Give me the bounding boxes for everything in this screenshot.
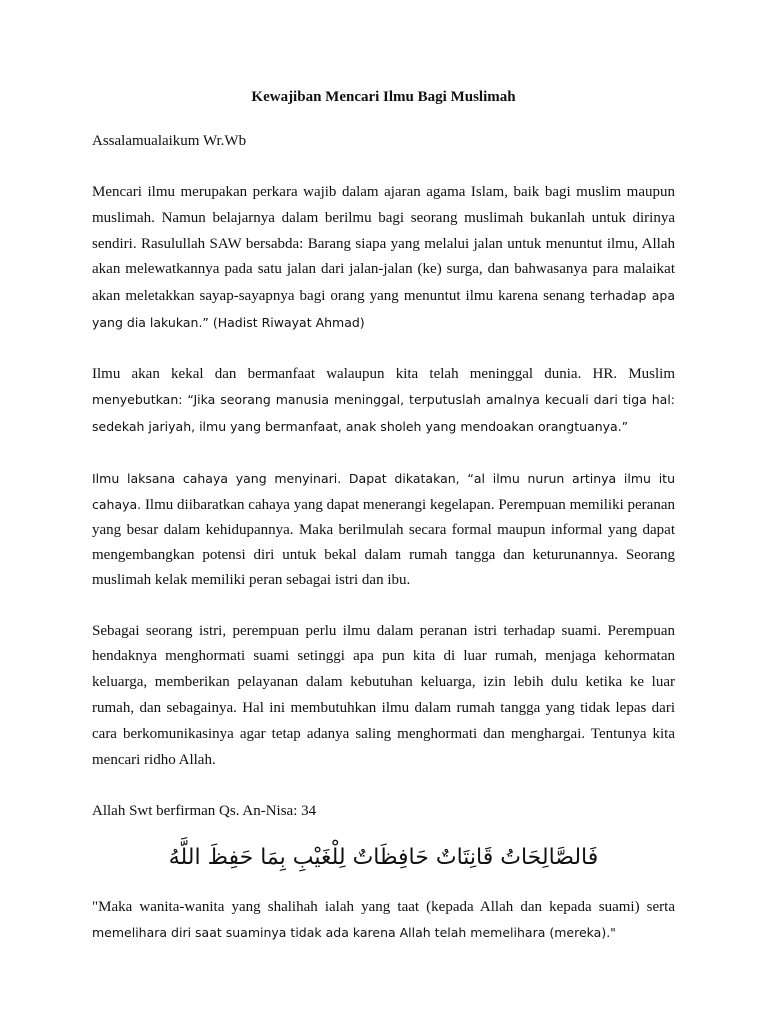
verse-translation-text: "Maka wanita-wanita yang shalihah ialah yang taat (kepada Allah dan kepada suami) serta bbox=[92, 899, 675, 916]
paragraph-1-citation: terhadap apa yang dia lakukan.” (Hadist Riwayat Ahmad) bbox=[92, 288, 676, 330]
paragraph-3 bbox=[92, 466, 675, 594]
arabic-verse: فَالصَّالِحَاتُ قَانِتَاتٌ حَافِظَاتٌ لِلْغَيْبِ بِمَا حَفِظَ اللَّهُ bbox=[168, 845, 599, 871]
paragraph-2 bbox=[92, 362, 675, 441]
document-title: Kewajiban Mencari Ilmu Bagi Muslimah bbox=[251, 89, 516, 105]
verse-reference: Allah Swt berfirman Qs. An-Nisa: 34 bbox=[92, 803, 317, 820]
greeting: Assalamualaikum Wr.Wb bbox=[92, 133, 247, 149]
verse-translation-tail: memelihara diri saat suaminya tidak ada karena Allah telah memelihara (mereka)." bbox=[92, 925, 616, 941]
paragraph-1-text: Mencari ilmu merupakan perkara wajib dalam ajaran agama Islam, baik bagi muslim maupun muslimah. Namun belajarnya dalam berilmu bagi seorang muslimah bukanlah untuk dirinya sendiri. Rasulullah SAW bersabda: Barang siapa yang melalui jalan untuk menuntut ilmu, Allah akan melewatkannya pada satu jalan dari jalan-jalan (ke) surga, dan bahwasanya para malaikat akan meletakkan sayap-sayapnya bagi orang yang menuntut ilmu karena senang bbox=[92, 184, 675, 305]
paragraph-3-lead: Ilmu laksana cahaya yang menyinari. Dapat dikatakan, “al ilmu nurun artinya ilmu itu cahaya. bbox=[92, 470, 675, 512]
paragraph-2-quote: menyebutkan: “Jika seorang manusia meninggal, terputuslah amalnya kecuali dari tiga hal: sedekah jariyah, ilmu yang bermanfaat, anak sholeh yang mendoakan orangtuanya.” bbox=[92, 392, 675, 434]
paragraph-4: Sebagai seorang istri, perempuan perlu ilmu dalam peranan istri terhadap suami. Perempuan hendaknya menghormati suami setinggi apa pun kita di luar rumah, menjaga kehormatan keluarga, memberikan pelayanan dalam kebutuhan keluarga, izin lebih dulu ketika ke luar rumah, dan sebagainya. Hal ini membutuhkan ilmu dalam rumah tangga yang tidak lepas dari cara berkomunikasinya agar tetap adanya saling menghormati dan menghargai. Tentunya kita mencari ridho Allah. bbox=[92, 622, 675, 768]
paragraph-3-text: Ilmu diibaratkan cahaya yang dapat menerangi kegelapan. Perempuan memiliki peranan yang besar dalam kehidupannya. Maka berilmulah secara formal maupun informal yang dapat mengembangkan potensi diri untuk bekal dalam rumah tangga dan keturunannya. Seorang muslimah kelak memiliki peran sebagai istri dan ibu. bbox=[92, 496, 675, 589]
verse-translation bbox=[92, 894, 675, 946]
paragraph-2-text: Ilmu akan kekal dan bermanfaat walaupun kita telah meninggal dunia. HR. Muslim bbox=[92, 365, 675, 382]
document-page bbox=[92, 84, 675, 946]
paragraph-1 bbox=[92, 180, 675, 337]
